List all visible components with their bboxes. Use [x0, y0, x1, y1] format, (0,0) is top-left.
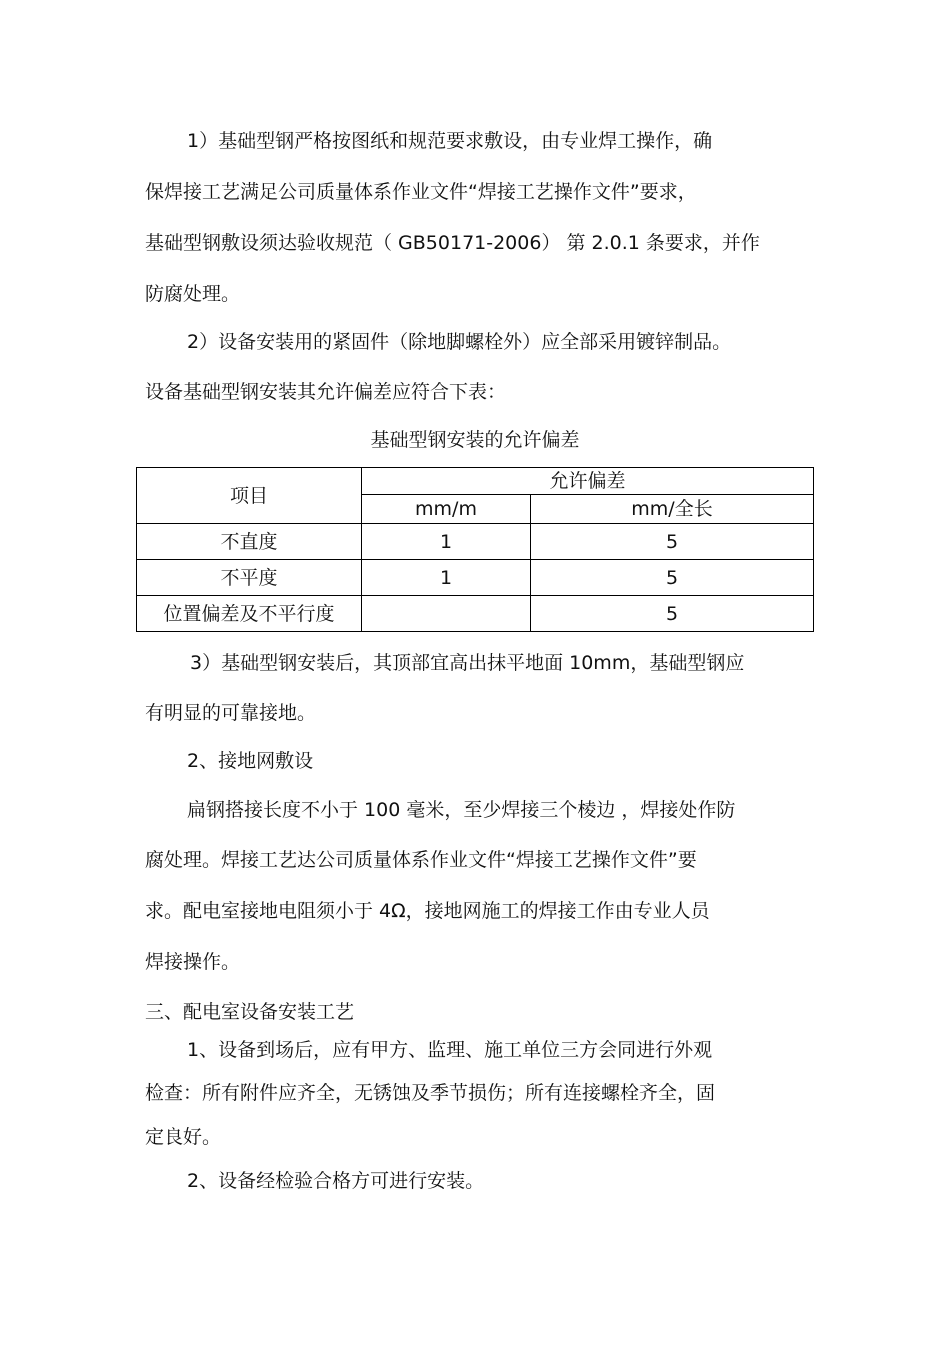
table-row	[137, 524, 814, 560]
tolerance-table	[136, 467, 814, 632]
paragraph-2-line-2: 设备基础型钢安装其允许偏差应符合下表：	[145, 381, 507, 403]
paragraph-3-line-1: 3）基础型钢安装后，其顶部宜高出抹平地面 10mm，基础型钢应	[190, 652, 745, 674]
row-mm-total: 5	[531, 596, 814, 632]
row-mm-per-m: 1	[362, 560, 531, 596]
row-item: 不平度	[137, 560, 362, 596]
paragraph-5-line-1: 1、设备到场后，应有甲方、监理、施工单位三方会同进行外观	[187, 1039, 713, 1061]
row-mm-per-m	[362, 596, 531, 632]
row-item: 位置偏差及不平行度	[137, 596, 362, 632]
header-mm-per-m: mm/m	[362, 495, 531, 524]
paragraph-4-line-4: 焊接操作。	[145, 951, 241, 973]
paragraph-4-line-1: 扁钢搭接长度不小于 100 毫米，至少焊接三个棱边 ，焊接处作防	[187, 799, 736, 821]
header-allowed-deviation: 允许偏差	[362, 468, 814, 495]
paragraph-4-line-2: 腐处理。焊接工艺达公司质量体系作业文件“焊接工艺操作文件”要	[145, 849, 697, 871]
paragraph-4-line-3: 求。配电室接地电阻须小于 4Ω，接地网施工的焊接工作由专业人员	[145, 900, 710, 922]
paragraph-3-line-2: 有明显的可靠接地。	[145, 702, 317, 724]
paragraph-6-line-1: 2、设备经检验合格方可进行安装。	[187, 1170, 485, 1192]
row-mm-total: 5	[531, 524, 814, 560]
paragraph-2-line-1: 2）设备安装用的紧固件（除地脚螺栓外）应全部采用镀锌制品。	[187, 331, 732, 353]
row-mm-total: 5	[531, 560, 814, 596]
heading-section-3: 三、配电室设备安装工艺	[145, 1001, 355, 1023]
table-row	[137, 560, 814, 596]
paragraph-5-line-2: 检查：所有附件应齐全，无锈蚀及季节损伤；所有连接螺栓齐全，固	[145, 1082, 716, 1104]
table-row	[137, 596, 814, 632]
paragraph-1-line-4: 防腐处理。	[145, 283, 241, 305]
row-mm-per-m: 1	[362, 524, 531, 560]
header-mm-total: mm/全长	[531, 495, 814, 524]
paragraph-5-line-3: 定良好。	[145, 1126, 222, 1148]
paragraph-1-line-1: 1）基础型钢严格按图纸和规范要求敷设，由专业焊工操作，确	[187, 130, 713, 152]
table-caption: 基础型钢安装的允许偏差	[370, 429, 580, 451]
paragraph-1-line-3: 基础型钢敷设须达验收规范（ GB50171-2006） 第 2.0.1 条要求，并作	[145, 232, 760, 254]
heading-grounding-network: 2、接地网敷设	[187, 750, 314, 772]
paragraph-1-line-2: 保焊接工艺满足公司质量体系作业文件“焊接工艺操作文件”要求，	[145, 181, 697, 203]
header-item: 项目	[137, 468, 362, 524]
table-header-row	[137, 468, 814, 495]
row-item: 不直度	[137, 524, 362, 560]
